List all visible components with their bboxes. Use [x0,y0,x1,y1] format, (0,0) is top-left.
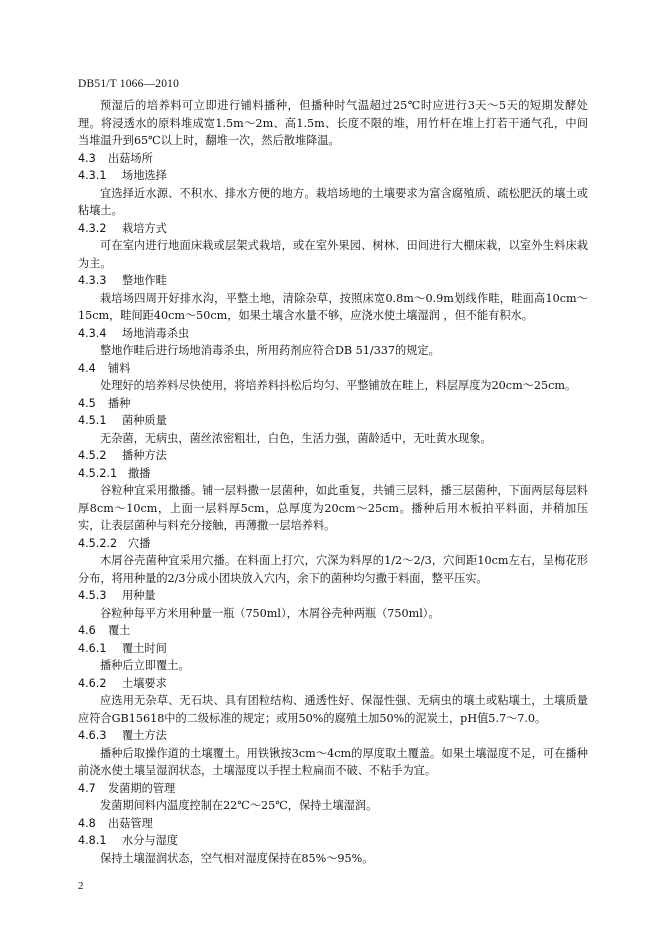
section-title: 播种 [108,396,131,410]
section-number: 4.4 [78,361,96,375]
section-title: 整地作畦 [122,274,167,287]
document-code-header: DB51/T 1066—2010 [78,78,180,90]
paragraph: 可在室内进行地面床栽或层架式栽培，或在室外果园、树林、田间进行大棚床栽，以室外生料床栽为主。 [78,239,588,270]
section-heading [78,220,588,238]
section-title: 水分与湿度 [122,834,178,847]
section-title: 撒播 [128,466,151,480]
paragraph: 播种后取操作道的土壤覆土。用铁锹按3cm～4cm的厚度取土覆盖。如果土壤湿度不足，可在播种前浇水使土壤呈湿润状态，土壤湿度以手捏土粒扁而不破、不粘手为宜。 [78,746,588,777]
section-title: 覆土时间 [122,641,167,655]
section-number: 4.5.1 [78,414,107,427]
section-number: 4.3.4 [78,326,107,340]
section-title: 铺料 [108,361,131,375]
section-heading [78,780,588,798]
section-title: 发菌期的管理 [108,781,176,795]
section-title: 栽培方式 [122,221,167,235]
section-heading [78,360,588,378]
section-number: 4.7 [78,781,96,795]
section-heading [78,587,588,605]
section-number: 4.3 [78,151,96,165]
section-number: 4.8.1 [78,834,107,847]
section-title: 出菇场所 [108,151,153,165]
section-number: 4.5.3 [78,589,107,602]
section-heading [78,272,588,290]
section-number: 4.3.1 [78,169,107,182]
document-body [78,97,588,867]
section-heading [78,675,588,693]
section-heading [78,815,588,833]
paragraph: 木屑谷壳菌种宜采用穴播。在料面上打穴，穴深为料厚的1/2～2/3，穴间距10cm左右，呈梅花形分布，将用种量的2/3分成小团块放入穴内，余下的菌种均匀撒于料面，整平压实。 [78,554,588,585]
section-heading [78,412,588,430]
section-heading [78,395,588,413]
section-heading [78,325,588,343]
section-title: 出菇管理 [108,816,153,830]
section-heading [78,640,588,658]
paragraph: 处理好的培养料尽快使用，将培养料抖松后均匀、平整铺放在畦上，料层厚度为20cm～25cm。 [100,379,577,392]
section-title: 土壤要求 [122,676,167,690]
section-number: 4.5.2.1 [78,466,118,480]
section-number: 4.3.2 [78,221,107,235]
paragraph: 整地作畦后进行场地消毒杀虫，所用药剂应符合DB 51/337的规定。 [100,344,440,357]
section-number: 4.8 [78,816,96,830]
paragraph: 保持土壤湿润状态，空气相对湿度保持在85%～95%。 [100,851,374,865]
paragraph: 谷粒种每平方米用种量一瓶（750ml），木屑谷壳种两瓶（750ml）。 [100,606,440,620]
section-heading [78,167,588,185]
paragraph: 无杂菌，无病虫，菌丝浓密粗壮，白色，生活力强，菌龄适中，无吐黄水现象。 [100,431,492,445]
section-number: 4.6 [78,624,96,637]
section-number: 4.3.3 [78,274,107,287]
section-number: 4.5.2.2 [78,536,118,550]
section-heading [78,727,588,745]
section-heading [78,465,588,483]
section-number: 4.6.3 [78,729,107,742]
section-title: 覆土 [108,624,131,637]
paragraph: 宜选择近水源、不积水、排水方便的地方。栽培场地的土壤要求为富含腐殖质、疏松肥沃的壤土或粘壤土。 [78,186,588,217]
section-number: 4.6.1 [78,641,107,655]
paragraph: 谷粒种宜采用撒播。铺一层料撒一层菌种，如此重复，共铺三层料，播三层菌种，下面两层每层料厚8cm～10cm，上面一层料厚5cm，总厚度为20cm～25cm。播种后用木板拍平料面，并稍加压实，让表层菌种与料充分接触，再薄撒一层培养料。 [78,484,588,532]
section-title: 场地消毒杀虫 [122,326,190,340]
section-number: 4.6.2 [78,676,107,690]
section-title: 播种方法 [122,449,167,462]
section-heading [78,447,588,465]
section-title: 穴播 [128,536,151,550]
section-title: 场地选择 [122,169,167,182]
section-title: 菌种质量 [122,414,167,427]
paragraph: 栽培场四周开好排水沟，平整土地，清除杂草，按照床宽0.8m～0.9m划线作畦，畦面高10cm～15cm，畦间距40cm～50cm，如果土壤含水量不够，应浇水使土壤湿润 ，但不能有积水。 [78,291,588,322]
paragraph: 预湿后的培养料可立即进行铺料播种，但播种时气温超过25℃时应进行3天～5天的短期发酵处理。将浸透水的原料堆成宽1.5m～2m、高1.5m、长度不限的堆，用竹杆在堆上打若干通气孔，中间当堆温升到65℃以上时，翻堆一次，然后散堆降温。 [78,99,588,147]
section-heading [78,535,588,553]
paragraph: 应选用无杂草、无石块、具有团粒结构、通透性好、保湿性强、无病虫的壤土或粘壤土，土壤质量应符合GB15618中的二级标准的规定；或用50%的腐殖土加50%的泥炭土，pH值5.7～7.0。 [78,694,588,725]
section-heading [78,832,588,850]
section-heading [78,622,588,640]
section-heading [78,150,588,168]
section-title: 覆土方法 [122,729,167,742]
section-number: 4.5.2 [78,449,107,462]
page-number: 2 [78,880,84,892]
paragraph: 播种后立即覆土。 [100,659,190,672]
section-number: 4.5 [78,396,96,410]
section-title: 用种量 [122,589,156,602]
paragraph: 发菌期间料内温度控制在22℃～25℃，保持土壤湿润。 [100,799,378,812]
